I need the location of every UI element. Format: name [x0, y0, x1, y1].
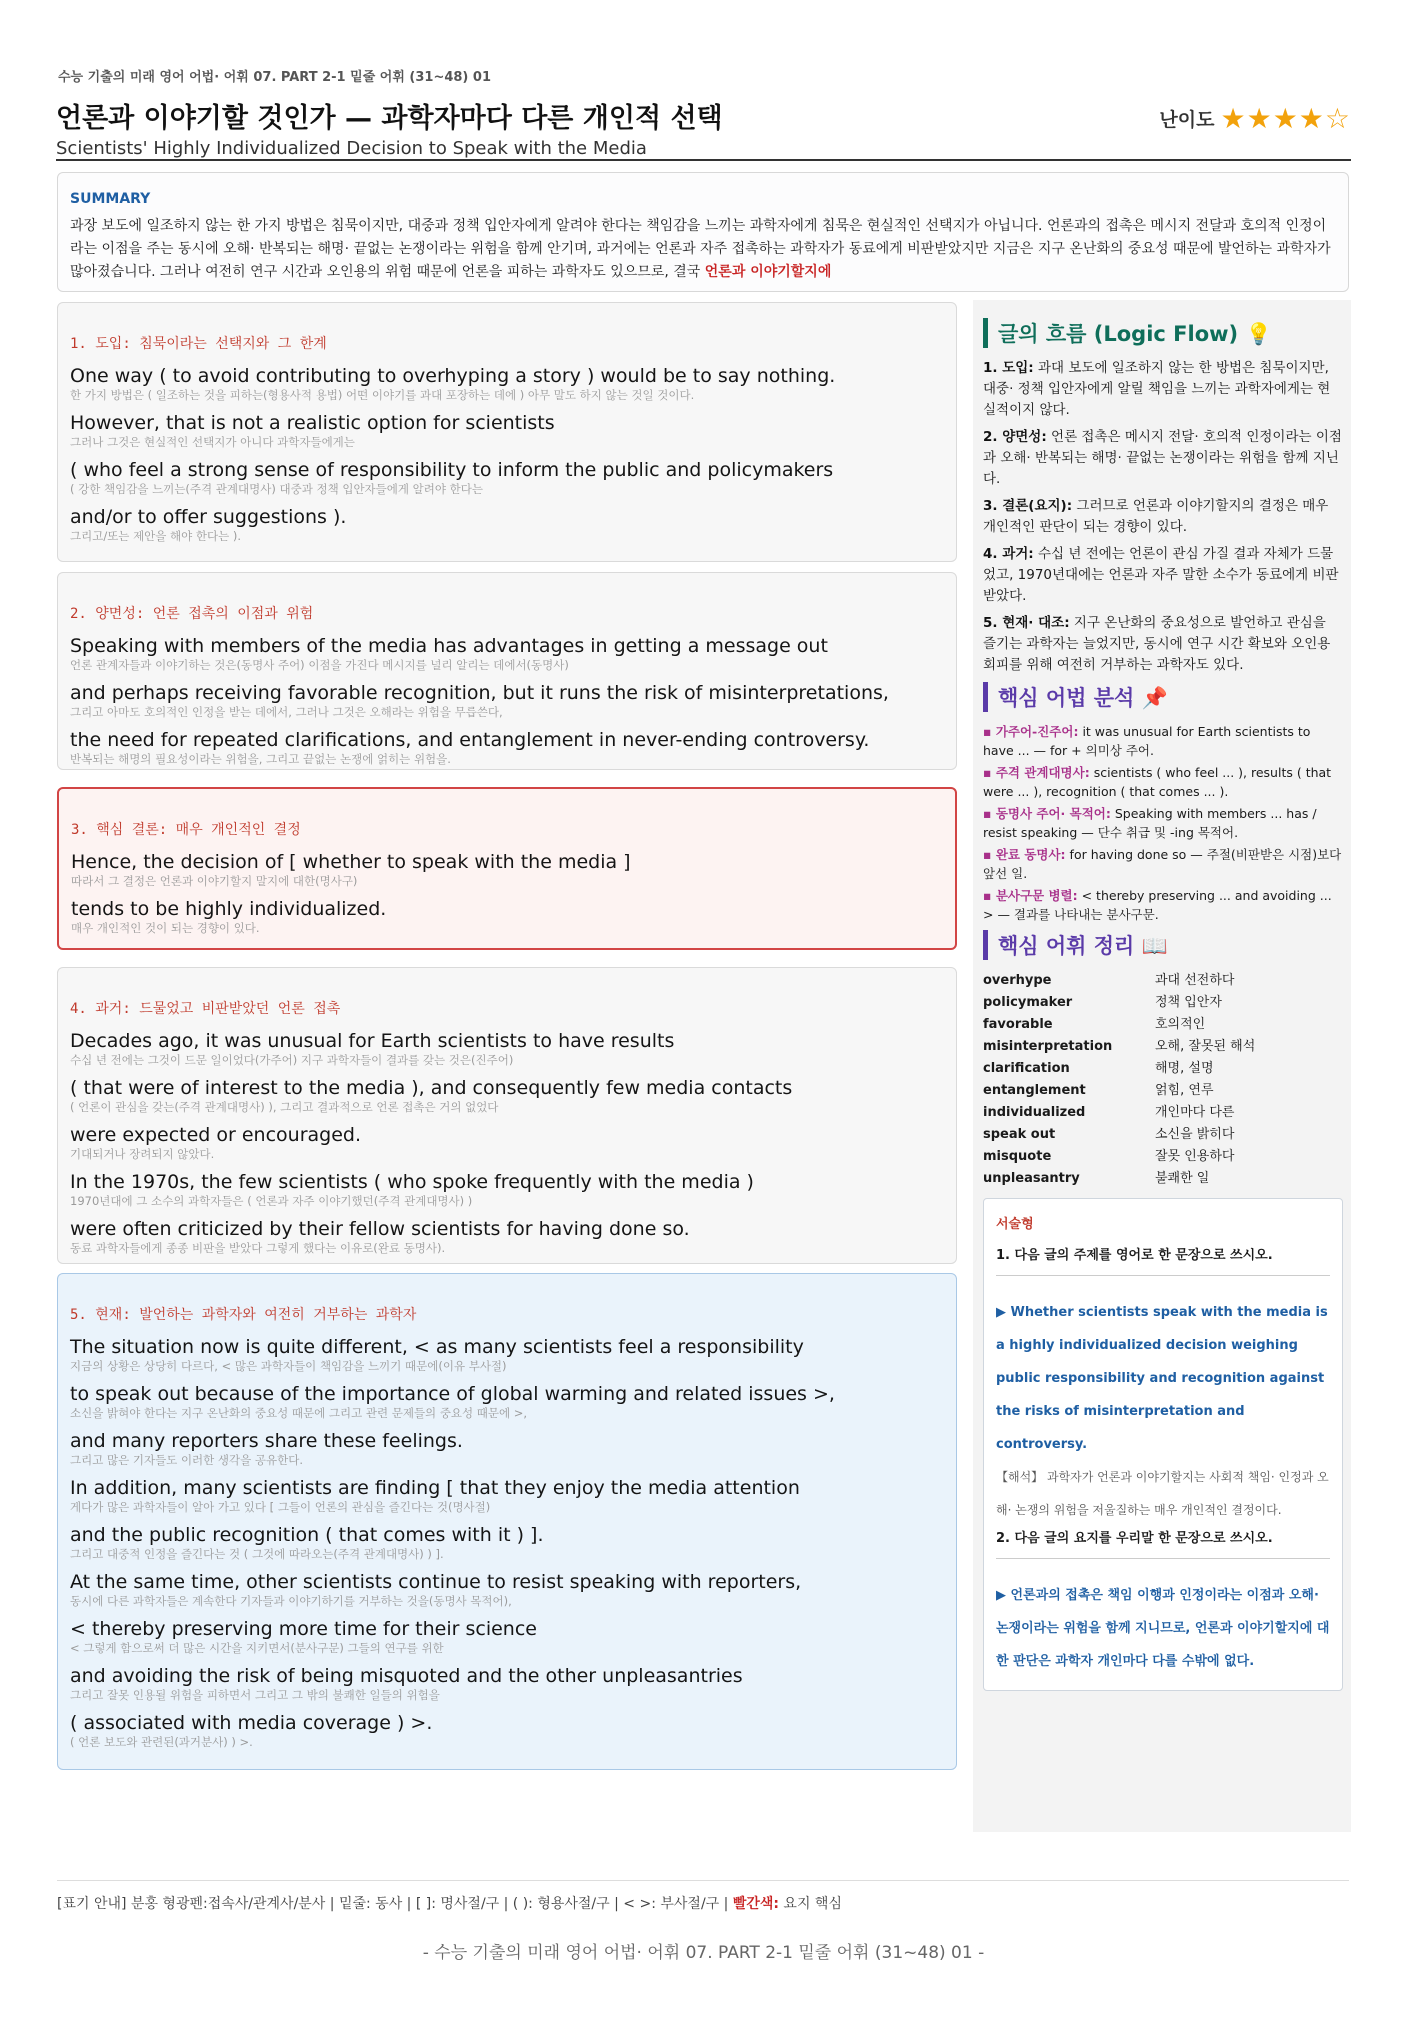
writing-box: [983, 1198, 1343, 1691]
sentence-en: Decades ago, it was unusual for Earth scientists to have results: [70, 1030, 675, 1052]
sentence-ko: 그리고 많은 기자들도 이러한 생각을 공유한다.: [70, 1453, 304, 1467]
section-title: 4. 과거: 드물었고 비판받았던 언론 접촉: [70, 1001, 341, 1017]
vocab-word: policymaker: [983, 995, 1073, 1010]
summary-box: [57, 172, 1349, 292]
sentence: [70, 457, 944, 496]
vocab-meaning: 호의적인: [1155, 1017, 1206, 1032]
sentence: [70, 363, 944, 402]
sentence: [70, 1028, 944, 1067]
writing-label: 서술형: [996, 1217, 1034, 1232]
section-conclusion: [57, 787, 957, 950]
sentence-ko: 그리고 대중적 인정을 즐긴다는 것 ( 그것에 따라오는(주격 관계대명사) ) ].: [70, 1547, 444, 1561]
page-subtitle: Scientists' Highly Individualized Decision to Speak with the Media: [56, 138, 647, 159]
grammar-label: ▪ 주격 관계대명사:: [983, 765, 1090, 780]
sentence-ko: 게다가 많은 과학자들이 알아 가고 있다 [ 그들이 언론의 관심을 즐긴다는 것(명사절): [70, 1500, 491, 1514]
sentence: [70, 1428, 944, 1467]
sentence-en: ( that were of interest to the media ), and consequently few media contacts: [70, 1077, 793, 1099]
sentence-ko: ( 언론 보도와 관련된(과거분사) ) >.: [70, 1735, 253, 1749]
section-tradeoff: [57, 572, 957, 770]
section-present: [57, 1273, 957, 1770]
legend-text: [표기 안내] 분홍 형광펜:접속사/관계사/분사 | 밑줄: 동사 | [ ]: 명사절/구 | ( ): 형용사절/구 | < >: 부사절/구 |: [57, 1896, 733, 1912]
summary-highlight: 언론과 이야기할지에: [704, 264, 832, 280]
difficulty: [1159, 102, 1351, 135]
sentence-en: In addition, many scientists are finding [ that they enjoy the media attention: [70, 1477, 800, 1499]
sentence-ko: < 그렇게 함으로써 더 많은 시간을 지키면서(분사구문) 그들의 연구를 위한: [70, 1641, 444, 1655]
vocab-meaning: 과대 선전하다: [1155, 973, 1235, 988]
sentence: [70, 1616, 944, 1655]
vocab-meaning: 불쾌한 일: [1155, 1171, 1210, 1186]
vocab-row: [983, 1014, 1343, 1036]
grammar-item: [983, 886, 1343, 924]
sentence: [70, 1122, 944, 1161]
sentence-en: In the 1970s, the few scientists ( who spoke frequently with the media ): [70, 1171, 754, 1193]
flow-head: 2. 양면성:: [983, 429, 1047, 445]
vocab-row: [983, 970, 1343, 992]
vocab-word: overhype: [983, 973, 1052, 988]
sentence-en: Hence, the decision of [ whether to speak with the media ]: [71, 851, 631, 873]
page-title: 언론과 이야기할 것인가 — 과학자마다 다른 개인적 선택: [56, 103, 723, 134]
vocab-row: [983, 1058, 1343, 1080]
section-title: 1. 도입: 침묵이라는 선택지와 그 한계: [70, 336, 327, 352]
sentence: [70, 1381, 944, 1420]
sentence: [70, 680, 944, 719]
vocab-word: unpleasantry: [983, 1171, 1080, 1186]
translation-1: 【해석】 과학자가 언론과 이야기할지는 사회적 책임· 인정과 오해· 논쟁의 위험을 저울질하는 매우 개인적인 결정이다.: [996, 1470, 1329, 1517]
vocab-meaning: 개인마다 다른: [1155, 1105, 1235, 1120]
sentence: [70, 1663, 944, 1702]
grammar-heading: 핵심 어법 분석 📌: [983, 682, 1343, 712]
sentence-ko: 그러나 그것은 현실적인 선택지가 아니다 과학자들에게는: [70, 435, 355, 449]
summary-text: [70, 215, 1334, 284]
flow-text: 언론 접촉은 메시지 전달· 호의적 인정이라는 이점과 오해· 반복되는 해명· 끝없는 논쟁이라는 위험을 함께 지닌다.: [983, 429, 1342, 487]
sentence-en: and many reporters share these feelings.: [70, 1430, 463, 1452]
flow-item: [983, 496, 1343, 538]
answer-rule: [996, 1275, 1330, 1276]
sentence-ko: 언론 관계자들과 이야기하는 것은(동명사 주어) 이점을 가진다 메시지를 널리 알리는 데에서(동명사): [70, 658, 569, 672]
legend-red: 빨간색:: [732, 1896, 779, 1912]
sentence-ko: 동시에 다른 과학자들은 계속한다 기자들과 이야기하기를 거부하는 것을(동명사 목적어),: [70, 1594, 512, 1608]
sentence-ko: 매우 개인적인 것이 되는 경향이 있다.: [71, 921, 260, 935]
legend-red-text: 요지 핵심: [778, 1896, 842, 1912]
vocab-row: [983, 1168, 1343, 1190]
summary-label: SUMMARY: [70, 191, 151, 207]
flow-text: 그러므로 언론과 이야기할지의 결정은 매우 개인적인 판단이 되는 경향이 있다.: [983, 498, 1329, 535]
answer-rule: [996, 1558, 1330, 1559]
sentence-en: Speaking with members of the media has advantages in getting a message out: [70, 635, 828, 657]
vocab-meaning: 얽힘, 연루: [1155, 1083, 1214, 1098]
summary-body: 과장 보도에 일조하지 않는 한 가지 방법은 침묵이지만, 대중과 정책 입안자에게 알려야 한다는 책임감을 느끼는 과학자에게 침묵은 현실적인 선택지가 아닙니다. 언론과의 접촉은 메시지 전달과 호의적 인정이라는 이점을 주는 동시에 오해· 반복되는 해명· 끝없는 논쟁이라는 위험을 함께 안기며, 과거에는 언론과 자주 접촉하는 과학자가 동료에게 비판받았지만 지금은 지구 온난화의 중요성 때문에 발언하는 과학자가 많아졌습니다. 그러나 여전히 연구 시간과 오인용의 위험 때문에 언론을 피하는 과학자도 있으므로, 결국: [70, 218, 1331, 280]
vocab-word: misinterpretation: [983, 1039, 1113, 1054]
flow-head: 3. 결론(요지):: [983, 498, 1073, 514]
sentence-ko: 1970년대에 그 소수의 과학자들은 ( 언론과 자주 이야기했던(주격 관계대명사) ): [70, 1194, 473, 1208]
sentence-en: < thereby preserving more time for their science: [70, 1618, 537, 1640]
title-rule: [56, 159, 1351, 161]
vocab-meaning: 오해, 잘못된 해석: [1155, 1039, 1256, 1054]
sentence: [70, 1569, 944, 1608]
answer-2: ▶ 언론과의 접촉은 책임 이행과 인정이라는 이점과 오해· 논쟁이라는 위험을 함께 지니므로, 언론과 이야기할지에 대한 판단은 과학자 개인마다 다를 수밖에 없다.: [996, 1588, 1330, 1669]
flow-item: [983, 544, 1343, 607]
sentence: [71, 896, 943, 935]
vocab-row: [983, 1102, 1343, 1124]
vocab-row: [983, 1080, 1343, 1102]
vocab-row: [983, 1124, 1343, 1146]
logic-flow-heading: 글의 흐름 (Logic Flow) 💡: [983, 318, 1343, 348]
vocab-word: individualized: [983, 1105, 1086, 1120]
sentence-ko: 지금의 상황은 상당히 다르다, < 많은 과학자들이 책임감을 느끼기 때문에(이유 부사절): [70, 1359, 507, 1373]
section-title: 3. 핵심 결론: 매우 개인적인 결정: [71, 822, 301, 838]
grammar-item: [983, 722, 1343, 760]
sentence-ko: ( 강한 책임감을 느끼는(주격 관계대명사) 대중과 정책 입안자들에게 알려야 한다는: [70, 482, 483, 496]
vocab-row: [983, 992, 1343, 1014]
flow-text: 수십 년 전에는 언론이 관심 가질 결과 자체가 드물었고, 1970년대에는 언론과 자주 말한 소수가 동료에게 비판받았다.: [983, 546, 1339, 604]
vocab-word: speak out: [983, 1127, 1056, 1142]
section-past: [57, 967, 957, 1264]
sentence-ko: 소신을 밝혀야 한다는 지구 온난화의 중요성 때문에 그리고 관련 문제들의 중요성 때문에 >,: [70, 1406, 528, 1420]
sentence: [70, 1475, 944, 1514]
flow-text: 지구 온난화의 중요성으로 발언하고 관심을 즐기는 과학자는 늘었지만, 동시에 연구 시간 확보와 오인용 회피를 위해 여전히 거부하는 과학자도 있다.: [983, 615, 1331, 673]
grammar-text: for having done so — 주절(비판받은 시점)보다 앞선 일.: [983, 847, 1342, 881]
vocab-word: favorable: [983, 1017, 1053, 1032]
sentence: [70, 1169, 944, 1208]
flow-item: [983, 613, 1343, 676]
sentence-ko: ( 언론이 관심을 갖는(주격 관계대명사) ), 그리고 결과적으로 언론 접촉은 거의 없었다: [70, 1100, 499, 1114]
sentence-en: At the same time, other scientists continue to resist speaking with reporters,: [70, 1571, 802, 1593]
sentence: [70, 1522, 944, 1561]
vocab-word: entanglement: [983, 1083, 1086, 1098]
vocab-meaning: 소신을 밝히다: [1155, 1127, 1235, 1142]
sentence-en: However, that is not a realistic option for scientists: [70, 412, 555, 434]
difficulty-label: 난이도: [1159, 109, 1215, 131]
sentence: [70, 1334, 944, 1373]
answer-1: ▶ Whether scientists speak with the media is a highly individualized decision weighing public responsibility and recognition against the risks of misinterpretation and controversy.: [996, 1305, 1328, 1452]
sentence-ko: 반복되는 해명의 필요성이라는 위험을, 그리고 끝없는 논쟁에 얽히는 위험을.: [70, 752, 451, 766]
vocab-row: [983, 1146, 1343, 1168]
sentence-en: the need for repeated clarifications, and entanglement in never-ending controversy.: [70, 729, 870, 751]
grammar-label: ▪ 동명사 주어· 목적어:: [983, 806, 1111, 821]
question-1: 1. 다음 글의 주제를 영어로 한 문장으로 쓰시오.: [996, 1248, 1273, 1263]
grammar-item: [983, 763, 1343, 801]
vocab-heading: 핵심 어휘 정리 📖: [983, 930, 1343, 960]
sentence-ko: 그리고 잘못 인용될 위험을 피하면서 그리고 그 밖의 불쾌한 일들의 위험을: [70, 1688, 440, 1702]
flow-head: 1. 도입:: [983, 360, 1034, 376]
sentence-en: and/or to offer suggestions ).: [70, 506, 347, 528]
vocab-meaning: 잘못 인용하다: [1155, 1149, 1235, 1164]
sentence: [70, 504, 944, 543]
flow-item: [983, 427, 1343, 490]
sidebar: [973, 300, 1351, 1832]
grammar-label: ▪ 완료 동명사:: [983, 847, 1066, 862]
flow-item: [983, 358, 1343, 421]
sentence-ko: 한 가지 방법은 ( 일조하는 것을 피하는(형용사적 용법) 어떤 이야기를 과대 포장하는 데에 ) 아무 말도 하지 않는 것일 것이다.: [70, 388, 695, 402]
sentence-en: and the public recognition ( that comes with it ) ].: [70, 1524, 544, 1546]
section-title: 2. 양면성: 언론 접촉의 이점과 위험: [70, 606, 314, 622]
sentence: [70, 633, 944, 672]
vocab-meaning: 해명, 설명: [1155, 1061, 1214, 1076]
sentence-en: were expected or encouraged.: [70, 1124, 362, 1146]
sentence-ko: 수십 년 전에는 그것이 드문 일이었다(가주어) 지구 과학자들이 결과를 갖는 것은(진주어): [70, 1053, 514, 1067]
sentence: [70, 410, 944, 449]
sentence-en: and perhaps receiving favorable recognition, but it runs the risk of misinterpretations,: [70, 682, 889, 704]
question-2: 2. 다음 글의 요지를 우리말 한 문장으로 쓰시오.: [996, 1531, 1273, 1546]
flow-head: 5. 현재· 대조:: [983, 615, 1070, 631]
sentence: [70, 1216, 944, 1255]
sentence: [71, 849, 943, 888]
sentence-ko: 그리고/또는 제안을 해야 한다는 ).: [70, 529, 242, 543]
page-footer: - 수능 기출의 미래 영어 어법· 어휘 07. PART 2-1 밑줄 어휘 (31~48) 01 -: [422, 1943, 985, 1963]
difficulty-stars: ★★★★☆: [1220, 102, 1351, 135]
sentence-ko: 그리고 아마도 호의적인 인정을 받는 데에서, 그러나 그것은 오해라는 위험을 무릅쓴다,: [70, 705, 503, 719]
sentence-en: and avoiding the risk of being misquoted and the other unpleasantries: [70, 1665, 743, 1687]
grammar-item: [983, 845, 1343, 883]
sentence-ko: 동료 과학자들에게 종종 비판을 받았다 그렇게 했다는 이유로(완료 동명사).: [70, 1241, 446, 1255]
sentence-ko: 기대되거나 장려되지 않았다.: [70, 1147, 215, 1161]
sentence-en: tends to be highly individualized.: [71, 898, 387, 920]
sentence-en: One way ( to avoid contributing to overhyping a story ) would be to say nothing.: [70, 365, 836, 387]
grammar-item: [983, 804, 1343, 842]
vocab-row: [983, 1036, 1343, 1058]
legend: [57, 1880, 1349, 1913]
sentence-en: The situation now is quite different, < as many scientists feel a responsibility: [70, 1336, 804, 1358]
grammar-text: scientists ( who feel ... ), results ( that were ... ), recognition ( that comes ... ).: [983, 765, 1332, 799]
flow-head: 4. 과거:: [983, 546, 1034, 562]
section-intro: [57, 302, 957, 562]
vocab-meaning: 정책 입안자: [1155, 995, 1222, 1010]
grammar-label: ▪ 가주어-진주어:: [983, 724, 1079, 739]
vocab-table: [983, 970, 1343, 1190]
section-title: 5. 현재: 발언하는 과학자와 여전히 거부하는 과학자: [70, 1307, 417, 1323]
grammar-label: ▪ 분사구문 병렬:: [983, 888, 1078, 903]
sentence: [70, 1710, 944, 1749]
grammar-text: it was unusual for Earth scientists to have ... — for + 의미상 주어.: [983, 724, 1311, 758]
sentence-en: to speak out because of the importance of global warming and related issues >,: [70, 1383, 835, 1405]
vocab-word: clarification: [983, 1061, 1070, 1076]
grammar-text: Speaking with members ... has / resist speaking — 단수 취급 및 -ing 목적어.: [983, 806, 1317, 840]
sentence-ko: 따라서 그 결정은 언론과 이야기할지 말지에 대한(명사구): [71, 874, 358, 888]
sentence: [70, 727, 944, 766]
sentence-en: ( who feel a strong sense of responsibility to inform the public and policymakers: [70, 459, 834, 481]
sentence: [70, 1075, 944, 1114]
series-label: 수능 기출의 미래 영어 어법· 어휘 07. PART 2-1 밑줄 어휘 (31~48) 01: [58, 70, 491, 85]
sentence-en: ( associated with media coverage ) >.: [70, 1712, 433, 1734]
sentence-en: were often criticized by their fellow scientists for having done so.: [70, 1218, 690, 1240]
grammar-text: < thereby preserving ... and avoiding ... > — 결과를 나타내는 분사구문.: [983, 888, 1332, 922]
vocab-word: misquote: [983, 1149, 1052, 1164]
flow-text: 과대 보도에 일조하지 않는 한 방법은 침묵이지만, 대중· 정책 입안자에게 알릴 책임을 느끼는 과학자에게는 현실적이지 않다.: [983, 360, 1331, 418]
